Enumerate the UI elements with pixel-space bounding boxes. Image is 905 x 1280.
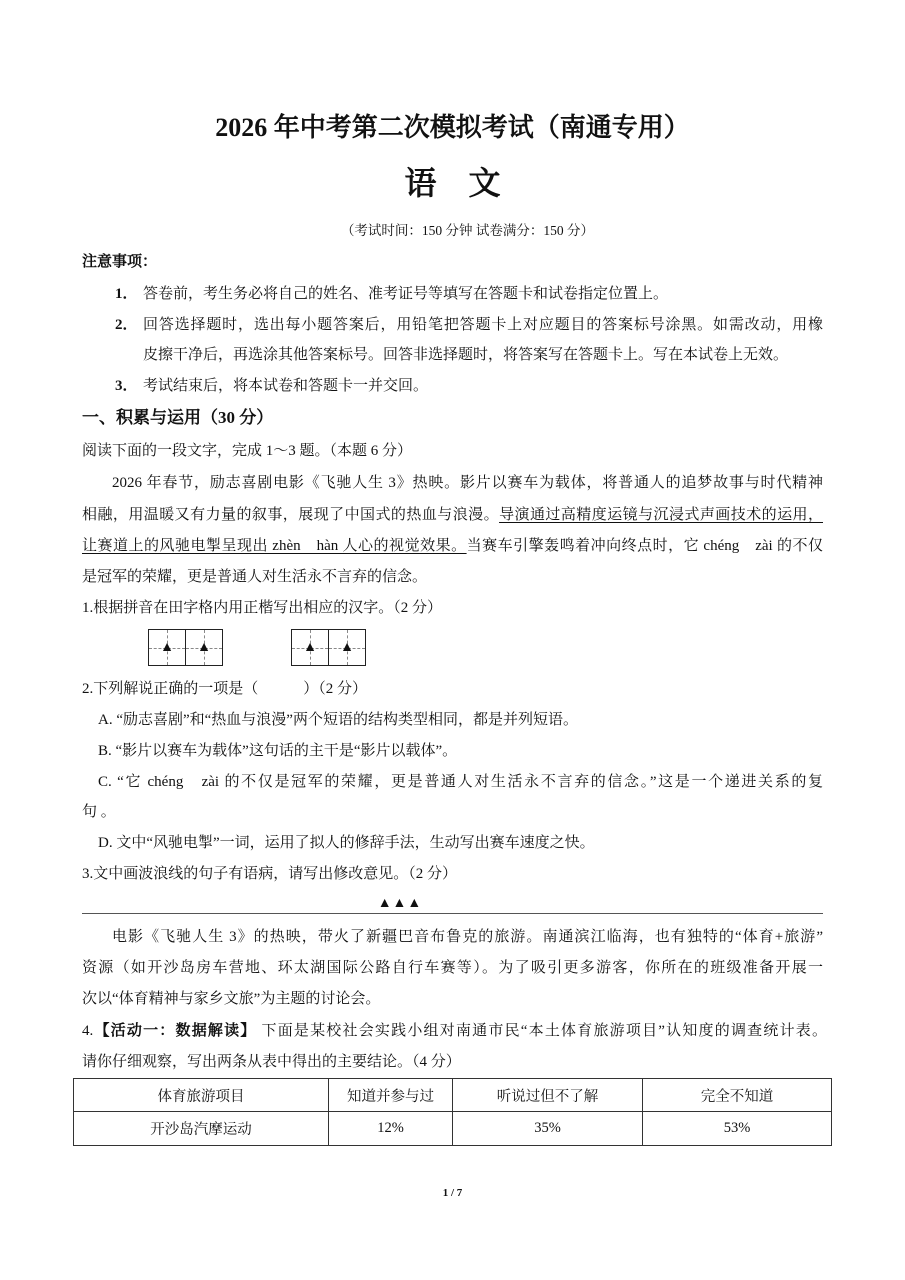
notice-item-2-number: 2． — [115, 317, 138, 333]
passage-text: 2026 年春节，励志喜剧电影《飞驰人生 3》热映。影片以赛车为载体，将普通人的追梦故事与时代精神 — [112, 475, 823, 491]
answer-box-group-1 — [148, 629, 223, 666]
wavy-underlined-sentence: 导演通过高精度运镜与沉浸式声画技术的运用， — [499, 507, 823, 523]
notice-item-1-number: 1． — [115, 286, 138, 302]
table-cell: 53% — [643, 1112, 832, 1146]
option-c-line-2: 句 。 — [82, 804, 116, 820]
question-3-stem: 3.文中画波浪线的句子有语病，请写出修改意见。（2 分） — [82, 866, 458, 882]
question-2-stem: 2.下列解说正确的一项是（ ）（2 分） — [82, 681, 368, 697]
table-cell: 开沙岛汽摩运动 — [74, 1112, 329, 1146]
table-cell: 35% — [453, 1112, 643, 1146]
question-4-line-1 — [82, 1021, 827, 1041]
answer-placeholder: ▲▲▲ — [377, 896, 423, 911]
passage-text: 是冠军的荣耀，更是普通人对生活永不言弃的信念。 — [82, 569, 428, 585]
tianzige-box — [329, 629, 366, 666]
notice-heading: 注意事项： — [82, 254, 158, 270]
option-b: B. “影片以赛车为载体”这句话的主干是“影片以载体”。 — [98, 743, 458, 759]
question-4-number: 4. — [82, 1023, 94, 1039]
passage-text: 相融，用温暖又有力量的叙事，展现了中国式的热血与浪漫。 — [82, 507, 500, 523]
tianzige-box — [148, 629, 186, 666]
passage-text: 当赛车引擎轰鸣着冲向终点时，它 chéng zài 的不仅 — [466, 538, 823, 554]
question-4-line-2: 请你仔细观察，写出两条从表中得出的主要结论。（4 分） — [82, 1054, 461, 1070]
tianzige-box — [291, 629, 329, 666]
question-4-text: 下面是某校社会实践小组对南通市民“本土体育旅游项目”认知度的调查统计表。 — [261, 1023, 827, 1039]
exam-info: （考试时间：150 分钟 试卷满分：150 分） — [340, 223, 595, 238]
table-cell: 12% — [329, 1112, 453, 1146]
option-c-line-1: C. “它 chéng zài 的不仅是冠军的荣耀，更是普通人对生活永不言弃的信念。”这是一个递进关系的复 — [98, 774, 823, 790]
table-header-cell: 体育旅游项目 — [74, 1079, 329, 1112]
triangle-placeholder-icon: ▲ — [197, 639, 211, 655]
wavy-underlined-sentence: 让赛道上的风驰电掣呈现出 zhèn hàn 人心的视觉效果。 — [82, 538, 467, 554]
section-heading: 一、积累与运用（30 分） — [82, 408, 274, 427]
reading-instruction: 阅读下面的一段文字，完成 1～3 题。（本题 6 分） — [82, 443, 413, 459]
context-passage-line-3: 次以“体育精神与家乡文旅”为主题的讨论会。 — [82, 991, 381, 1007]
context-passage-line-1: 电影《飞驰人生 3》的热映，带火了新疆巴音布鲁克的旅游。南通滨江临海，也有独特的“体育+旅游” — [112, 929, 823, 945]
activity-label: 【活动一：数据解读】 — [93, 1023, 257, 1039]
context-passage-line-2: 资源（如开沙岛房车营地、环太湖国际公路自行车赛等）。为了吸引更多游客，你所在的班级准备开展一 — [82, 960, 823, 976]
notice-item-3-number: 3． — [115, 378, 138, 394]
answer-box-group-2 — [291, 629, 366, 666]
table-row — [74, 1112, 832, 1146]
triangle-placeholder-icon: ▲ — [303, 639, 317, 655]
table-header-cell: 听说过但不了解 — [453, 1079, 643, 1112]
option-a: A. “励志喜剧”和“热血与浪漫”两个短语的结构类型相同，都是并列短语。 — [98, 712, 578, 728]
page-number: 1 / 7 — [442, 1187, 463, 1199]
notice-item-2-text-line-2: 皮擦干净后，再选涂其他答案标号。回答非选择题时，将答案写在答题卡上。写在本试卷上无效。 — [143, 347, 789, 363]
triangle-placeholder-icon: ▲ — [340, 639, 354, 655]
option-d: D. 文中“风驰电掣”一词，运用了拟人的修辞手法，生动写出赛车速度之快。 — [98, 835, 595, 851]
notice-item-3-text: 考试结束后，将本试卷和答题卡一并交回。 — [143, 378, 429, 394]
table-header-cell: 知道并参与过 — [329, 1079, 453, 1112]
exam-title: 2026 年中考第二次模拟考试（南通专用） — [215, 113, 690, 142]
table-header-cell: 完全不知道 — [643, 1079, 832, 1112]
tianzige-box — [186, 629, 223, 666]
passage-line-1 — [112, 473, 823, 493]
question-1-stem: 1.根据拼音在田字格内用正楷写出相应的汉字。（2 分） — [82, 600, 443, 616]
notice-item-1-text: 答卷前，考生务必将自己的姓名、准考证号等填写在答题卡和试卷指定位置上。 — [143, 286, 669, 302]
table-header-row — [74, 1079, 832, 1112]
subject-title: 语 文 — [404, 165, 501, 201]
triangle-placeholder-icon: ▲ — [160, 639, 174, 655]
survey-table — [73, 1078, 832, 1146]
passage-line-4 — [82, 567, 427, 587]
notice-item-2-text-line-1: 回答选择题时，选出每小题答案后，用铅笔把答题卡上对应题目的答案标号涂黑。如需改动，用橡 — [143, 317, 823, 333]
passage-line-2 — [82, 505, 823, 525]
answer-line — [82, 913, 823, 914]
passage-line-3 — [82, 536, 823, 556]
